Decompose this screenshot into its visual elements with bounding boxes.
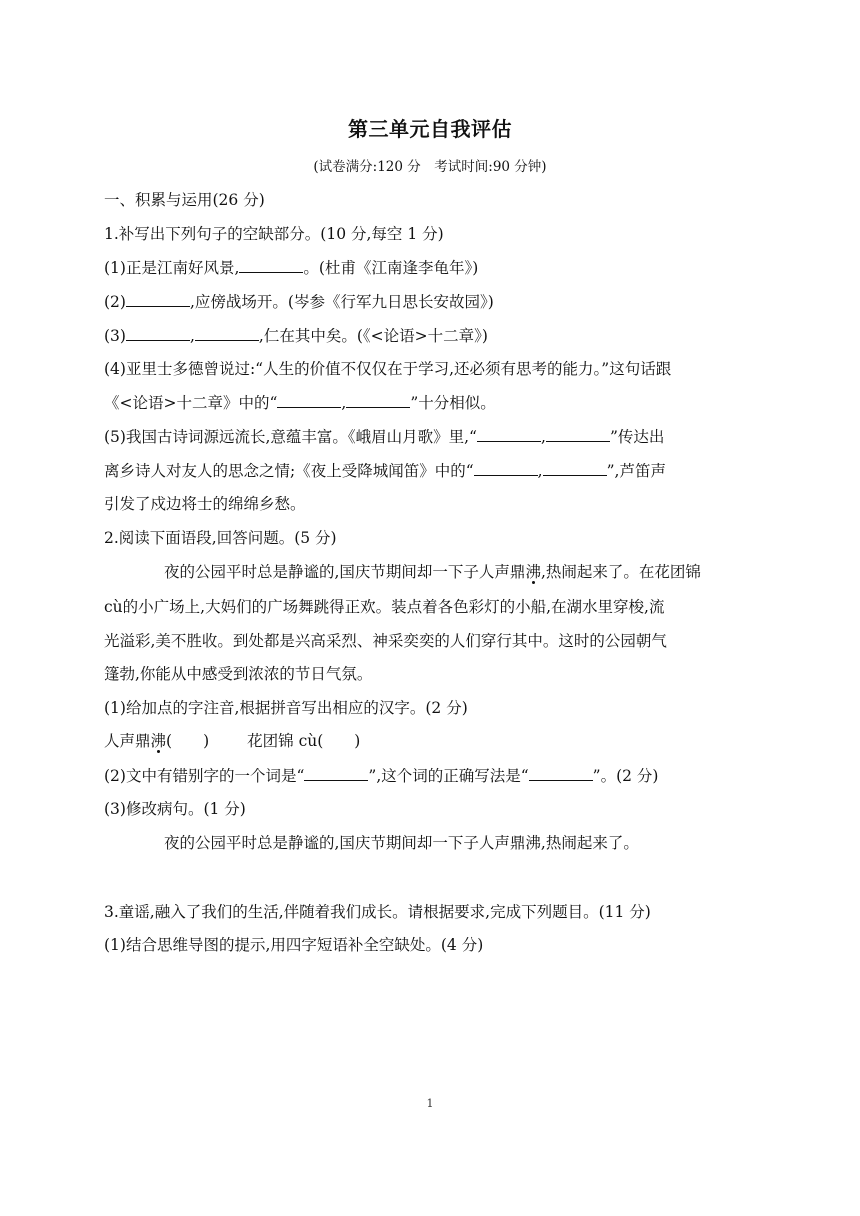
text: ,仁在其中矣。(《<论语>十二章》) xyxy=(258,327,488,345)
answer-blank[interactable] xyxy=(543,461,607,476)
text: ”,这个词的正确写法是“ xyxy=(368,767,529,785)
q2-sub-2 xyxy=(104,764,758,788)
text: ”。(2 分) xyxy=(592,767,659,785)
question-1-stem: 1.补写出下列句子的空缺部分。(10 分,每空 1 分) xyxy=(104,225,444,243)
text: , xyxy=(537,462,543,480)
exam-info: (试卷满分:120 分 考试时间:90 分钟) xyxy=(313,159,547,175)
answer-blank[interactable] xyxy=(346,393,410,408)
q1-item-4-line-1: (4)亚里士多德曾说过:“人生的价值不仅仅在于学习,还必须有思考的能力。”这句话跟 xyxy=(104,360,672,378)
text: , xyxy=(341,394,347,412)
text: 。(杜甫《江南逢李龟年》) xyxy=(303,259,479,277)
q2-sub-1: (1)给加点的字注音,根据拼音写出相应的汉字。(2 分) xyxy=(104,699,468,717)
text: (1)正是江南好风景, xyxy=(104,259,240,277)
answer-blank[interactable] xyxy=(474,461,538,476)
q1-item-3 xyxy=(104,324,758,348)
q1-item-5-line-2 xyxy=(104,459,758,483)
text: ,热闹起来了。在花团锦 xyxy=(540,563,701,581)
text: (2) xyxy=(104,293,126,311)
q1-item-5-line-3: 引发了戍边将士的绵绵乡愁。 xyxy=(104,495,306,513)
text: 夜的公园平时总是静谧的,国庆节期间却一下子人声鼎 xyxy=(164,563,526,581)
q1-item-1 xyxy=(104,256,758,280)
hanzi-answer-slot[interactable]: 花团锦 cù( ) xyxy=(247,732,361,750)
section-heading: 一、积累与运用(26 分) xyxy=(104,191,265,209)
answer-blank[interactable] xyxy=(546,427,610,442)
answer-blank[interactable] xyxy=(477,427,541,442)
passage-line-2: cù的小广场上,大妈们的广场舞跳得正欢。装点着各色彩灯的小船,在湖水里穿梭,流 xyxy=(104,598,665,616)
answer-blank[interactable] xyxy=(277,393,341,408)
pinyin-answer-slot[interactable]: ( ) xyxy=(166,732,210,750)
text: ”,芦笛声 xyxy=(606,462,666,480)
dotted-character: 沸 xyxy=(525,563,541,581)
q1-item-4-line-2 xyxy=(104,391,758,415)
question-2-stem: 2.阅读下面语段,回答问题。(5 分) xyxy=(104,529,337,547)
answer-blank[interactable] xyxy=(195,326,259,341)
answer-blank[interactable] xyxy=(126,292,190,307)
passage-line-3: 光溢彩,美不胜收。到处都是兴高采烈、神采奕奕的人们穿行其中。这时的公园朝气 xyxy=(104,632,667,650)
page-number: 1 xyxy=(426,1097,434,1110)
faulty-sentence: 夜的公园平时总是静谧的,国庆节期间却一下子人声鼎沸,热闹起来了。 xyxy=(164,834,639,852)
dotted-character: 沸 xyxy=(150,732,167,750)
text: 离乡诗人对友人的思念之情;《夜上受降城闻笛》中的“ xyxy=(104,462,474,480)
text: , xyxy=(541,428,546,446)
q2-sub-1-answers xyxy=(104,729,758,753)
text: 人声鼎 xyxy=(104,732,151,750)
q3-sub-1: (1)结合思维导图的提示,用四字短语补全空缺处。(4 分) xyxy=(104,936,484,954)
page-title: 第三单元自我评估 xyxy=(348,117,512,141)
answer-blank[interactable] xyxy=(304,766,368,781)
text: 《<论语>十二章》中的“ xyxy=(104,394,278,412)
text: (3) xyxy=(104,327,126,345)
answer-blank[interactable] xyxy=(239,258,303,273)
text: ”十分相似。 xyxy=(410,394,496,412)
text: , xyxy=(189,327,195,345)
text: ,应傍战场开。(岑参《行军九日思长安故园》) xyxy=(189,293,494,311)
question-3-stem: 3.童谣,融入了我们的生活,伴随着我们成长。请根据要求,完成下列题目。(11 分) xyxy=(104,903,651,921)
q1-item-5-line-1 xyxy=(104,425,758,449)
answer-blank[interactable] xyxy=(126,326,190,341)
text: ”传达出 xyxy=(609,428,665,446)
text: (2)文中有错别字的一个词是“ xyxy=(104,767,305,785)
passage-line-1 xyxy=(164,560,758,584)
q1-item-2 xyxy=(104,290,758,314)
q2-sub-3: (3)修改病句。(1 分) xyxy=(104,800,246,818)
text: (5)我国古诗词源远流长,意蕴丰富。《峨眉山月歌》里,“ xyxy=(104,428,477,446)
answer-blank[interactable] xyxy=(529,766,593,781)
passage-line-4: 篷勃,你能从中感受到浓浓的节日气氛。 xyxy=(104,665,373,683)
